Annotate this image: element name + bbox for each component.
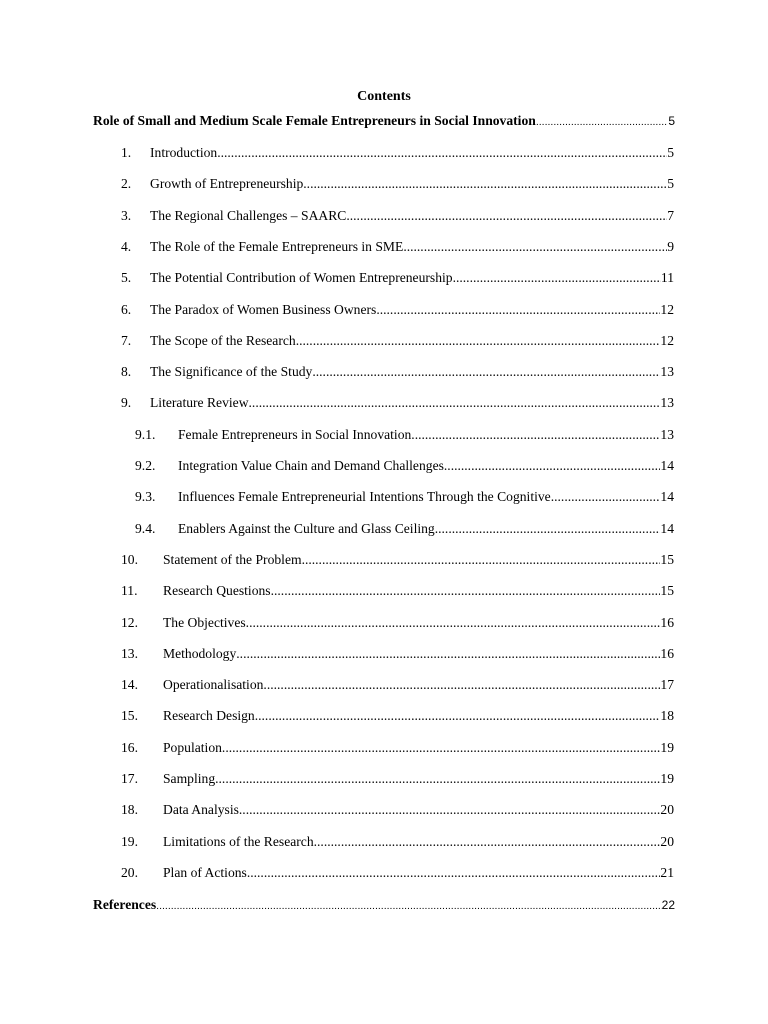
toc-entry-number: 7. (121, 332, 132, 348)
toc-entry-text: Female Entrepreneurs in Social Innovation (178, 426, 412, 442)
toc-entry-page: 11 (660, 270, 674, 286)
toc-leader (296, 332, 661, 350)
toc-entry-number: 20. (121, 864, 138, 880)
toc-entry[interactable] (121, 676, 674, 694)
toc-main-heading[interactable] (93, 112, 675, 130)
toc-entry-text: Integration Value Chain and Demand Challenges (178, 458, 444, 473)
toc-entry-text: Data Analysis (163, 802, 239, 818)
toc-entry-page: 14 (660, 520, 674, 536)
toc-entry-number: 4. (121, 238, 132, 254)
toc-entry-page: 12 (660, 332, 674, 348)
toc-entry-number: 8. (121, 364, 132, 380)
toc-references-page: 22 (661, 898, 675, 913)
toc-entry-page: 15 (660, 551, 674, 567)
toc-entry-number: 16. (121, 739, 138, 755)
toc-entry-page: 15 (660, 583, 674, 599)
toc-leader (303, 175, 667, 193)
toc-leader (215, 770, 660, 788)
toc-entry-number: 13. (121, 645, 138, 661)
toc-leader (249, 394, 661, 412)
contents-title: Contents (357, 89, 411, 104)
toc-leader (453, 269, 661, 287)
toc-leader (156, 897, 661, 915)
toc-leader (536, 113, 669, 131)
toc-entry[interactable] (121, 332, 674, 350)
toc-entry[interactable] (121, 833, 674, 851)
toc-entry-text: Literature Review (150, 395, 249, 411)
toc-entry[interactable] (121, 739, 674, 757)
toc-leader (376, 301, 660, 319)
toc-entry-number: 3. (121, 207, 132, 223)
toc-entry[interactable] (135, 457, 674, 475)
toc-entry[interactable] (121, 269, 674, 287)
toc-entry[interactable] (135, 520, 674, 538)
toc-leader (246, 614, 661, 632)
toc-entry-page: 14 (660, 458, 674, 473)
toc-leader (236, 645, 660, 663)
toc-entry[interactable] (121, 301, 674, 319)
toc-entry-text: Population (163, 739, 222, 755)
toc-references-text: References (93, 897, 157, 913)
toc-entry-page: 16 (660, 614, 674, 630)
toc-entry-page: 16 (660, 645, 674, 661)
toc-entry-page: 19 (660, 739, 674, 755)
toc-entry-number: 11. (121, 583, 138, 599)
toc-leader (435, 520, 661, 538)
toc-entry[interactable] (121, 144, 674, 162)
toc-entry-page: 5 (667, 176, 674, 192)
toc-entry-text: Introduction (150, 145, 218, 160)
toc-entry[interactable] (121, 801, 674, 819)
toc-entry-number: 10. (121, 551, 138, 567)
toc-entry-text: The Paradox of Women Business Owners (150, 301, 377, 317)
toc-entry-page: 20 (660, 833, 674, 849)
toc-entry[interactable] (121, 551, 674, 569)
toc-entry-page: 12 (660, 301, 674, 317)
toc-entry-text: Statement of the Problem (163, 551, 302, 567)
toc-leader (411, 426, 660, 444)
toc-entry[interactable] (121, 207, 674, 225)
toc-entry[interactable] (121, 363, 674, 381)
toc-entry-page: 14 (660, 489, 674, 505)
toc-entry-number: 1. (121, 145, 132, 160)
toc-entry-number: 18. (121, 802, 138, 818)
toc-entry-number: 6. (121, 301, 132, 317)
toc-entry-text: Influences Female Entrepreneurial Intentions Through the Cognitive (178, 489, 551, 505)
toc-entry-page: 19 (660, 771, 674, 786)
toc-entry[interactable] (121, 645, 674, 663)
toc-entry-text: Limitations of the Research (163, 833, 314, 849)
toc-entry-page: 9 (667, 238, 674, 254)
toc-entry[interactable] (121, 770, 674, 788)
toc-entry[interactable] (135, 426, 674, 444)
toc-entry-page: 20 (660, 802, 674, 818)
toc-entry-number: 12. (121, 614, 138, 630)
toc-leader (403, 238, 667, 256)
toc-entry-page: 13 (660, 426, 674, 442)
toc-entry-number: 2. (121, 176, 132, 192)
toc-entry-number: 9. (121, 395, 132, 411)
toc-entry-text: Methodology (163, 645, 237, 661)
toc-entry-number: 9.1. (135, 426, 156, 442)
toc-entry-text: Growth of Entrepreneurship (150, 176, 304, 192)
toc-entry-text: The Role of the Female Entrepreneurs in SME (150, 238, 404, 254)
toc-entry-text: The Significance of the Study (150, 364, 313, 380)
toc-leader (255, 707, 661, 725)
toc-entry-number: 9.3. (135, 489, 156, 505)
toc-leader (217, 144, 667, 162)
toc-leader (271, 582, 661, 600)
toc-entry-page: 13 (660, 395, 674, 411)
toc-entry[interactable] (121, 864, 674, 882)
toc-entry-number: 15. (121, 708, 138, 724)
toc-entry-text: The Regional Challenges – SAARC (150, 207, 347, 223)
toc-leader (551, 488, 661, 506)
toc-entry-page: 18 (660, 708, 674, 724)
toc-leader (247, 864, 661, 882)
toc-entry-text: Research Design (163, 708, 255, 724)
toc-entry[interactable] (121, 394, 674, 412)
toc-entry-text: The Potential Contribution of Women Entrepreneurship (150, 270, 453, 286)
toc-entry-text: Enablers Against the Culture and Glass Ceiling (178, 520, 435, 536)
toc-leader (263, 676, 660, 694)
toc-main-heading-text: Role of Small and Medium Scale Female Entrepreneurs in Social Innovation (93, 113, 536, 128)
toc-entry-number: 9.4. (135, 520, 156, 536)
toc-entry[interactable] (121, 238, 674, 256)
toc-entry-text: The Objectives (163, 614, 246, 630)
toc-entry-text: Sampling (163, 771, 216, 786)
toc-entry-number: 9.2. (135, 458, 156, 473)
toc-entry-page: 13 (660, 364, 674, 380)
toc-entry-page: 5 (667, 145, 674, 160)
toc-leader (222, 739, 660, 757)
toc-entry[interactable] (135, 488, 674, 506)
toc-entry-number: 19. (121, 833, 138, 849)
toc-entry[interactable] (121, 175, 674, 193)
toc-references[interactable] (93, 896, 675, 914)
toc-leader (346, 207, 667, 225)
toc-entry-page: 21 (660, 864, 674, 880)
toc-leader (302, 551, 661, 569)
toc-leader (444, 457, 661, 475)
toc-entry[interactable] (121, 614, 674, 632)
toc-entry-number: 5. (121, 270, 132, 286)
toc-entry-text: Research Questions (163, 583, 271, 599)
toc-entry-text: Plan of Actions (163, 864, 247, 880)
toc-entry-number: 17. (121, 771, 138, 786)
toc-leader (314, 833, 661, 851)
toc-entry[interactable] (121, 707, 674, 725)
toc-entry[interactable] (121, 582, 674, 600)
toc-entry-page: 7 (667, 207, 674, 223)
toc-entry-text: The Scope of the Research (150, 332, 296, 348)
toc-entry-number: 14. (121, 677, 138, 693)
toc-entry-text: Operationalisation (163, 677, 264, 693)
toc-leader (312, 363, 660, 381)
toc-entry-page: 17 (660, 677, 674, 693)
toc-leader (239, 801, 661, 819)
toc-main-heading-page: 5 (668, 114, 675, 128)
